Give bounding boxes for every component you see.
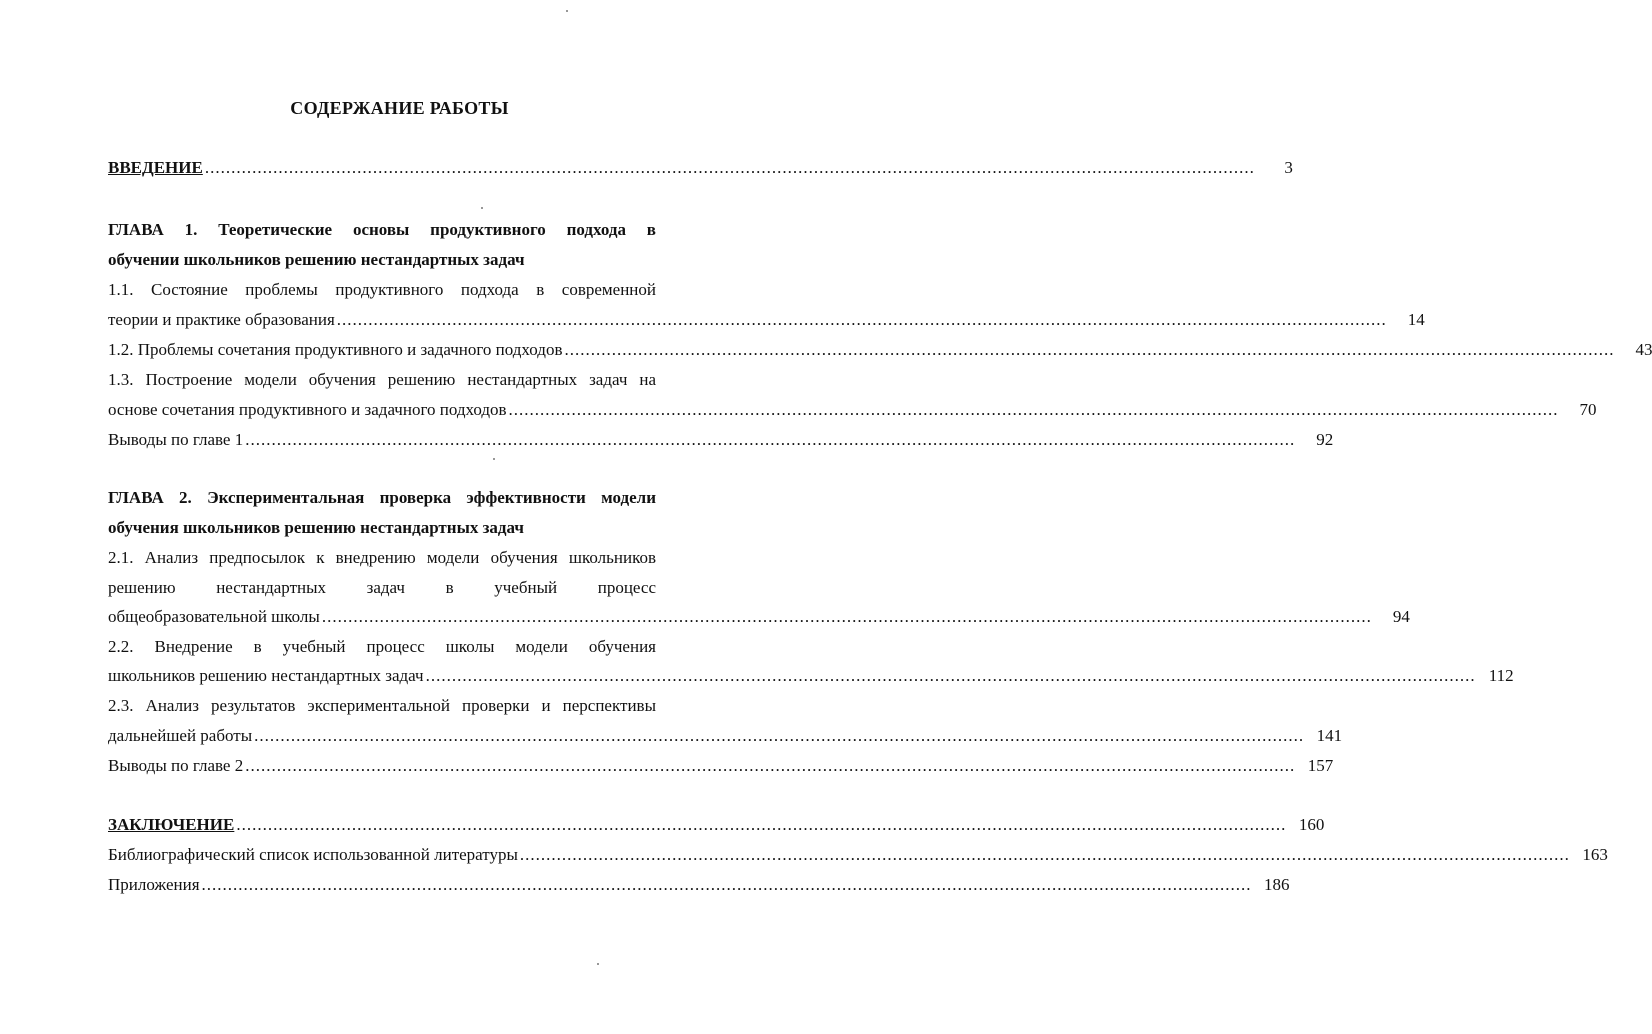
toc-entry-1-3: [108, 400, 1597, 430]
chapter-2-heading: ГЛАВА 2. Экспериментальная проверка эффективности модели: [108, 488, 656, 507]
toc-entry-label: ЗАКЛЮЧЕНИЕ: [108, 815, 235, 834]
toc-entry-label: Выводы по главе 1: [108, 430, 244, 449]
scan-speck: [597, 963, 599, 965]
toc-entry-page: 94: [1392, 607, 1410, 626]
toc-entry-1-3-line1: 1.3. Построение модели обучения решению нестандартных задач на: [108, 370, 656, 389]
toc-entry-label: Приложения: [108, 875, 200, 894]
toc-entry-page: 112: [1488, 666, 1514, 685]
toc-entry-2-1-line1: 2.1. Анализ предпосылок к внедрению модели обучения школьников: [108, 548, 656, 567]
toc-entry-2-2: [108, 666, 1514, 696]
toc-entry-label: основе сочетания продуктивного и задачного подходов: [108, 400, 507, 419]
toc-entry-2-3: [108, 726, 1343, 756]
toc-entry-page: 92: [1316, 430, 1334, 449]
toc-entry-2-1: [108, 607, 1410, 637]
dot-leader: ........................................................................................................................................................................................................: [236, 815, 1287, 834]
toc-entry-page: 163: [1582, 845, 1608, 864]
toc-entry-page: 141: [1316, 726, 1343, 745]
toc-entry-page: 14: [1407, 310, 1425, 329]
scan-speck: [566, 10, 568, 12]
toc-entry-bibliography: [108, 845, 1608, 875]
toc-entry-page: 70: [1579, 400, 1597, 419]
toc-entry-page: 3: [1284, 158, 1293, 177]
dot-leader: ........................................................................................................................................................................................................: [425, 666, 1476, 685]
toc-entry-label: теории и практике образования: [108, 310, 335, 329]
toc-entry-1-conclusions: [108, 430, 1334, 460]
chapter-1-heading: ГЛАВА 1. Теоретические основы продуктивного подхода в: [108, 220, 656, 239]
toc-entry-page: 43: [1635, 340, 1652, 359]
toc-entry-1-1-line1: 1.1. Состояние проблемы продуктивного подхода в современной: [108, 280, 656, 299]
toc-entry-1-1: [108, 310, 1425, 340]
chapter-1-heading-cont: обучении школьников решению нестандартных задач: [108, 250, 525, 269]
toc-entry-2-2-line1: 2.2. Внедрение в учебный процесс школы модели обучения: [108, 637, 656, 656]
toc-entry-label: общеобразовательной школы: [108, 607, 320, 626]
toc-entry-page: 160: [1298, 815, 1325, 834]
dot-leader: ........................................................................................................................................................................................................: [508, 400, 1559, 419]
dot-leader: ........................................................................................................................................................................................................: [321, 607, 1372, 626]
toc-entry-2-conclusions: [108, 756, 1334, 786]
toc-entry-label: дальнейшей работы: [108, 726, 253, 745]
toc-entry-conclusion: [108, 815, 1325, 845]
toc-entry-page: 157: [1307, 756, 1334, 775]
dot-leader: ........................................................................................................................................................................................................: [204, 158, 1255, 177]
page-title: СОДЕРЖАНИЕ РАБОТЫ: [290, 98, 509, 118]
toc-entry-label: ВВЕДЕНИЕ: [108, 158, 203, 177]
dot-leader: ........................................................................................................................................................................................................: [519, 845, 1570, 864]
scan-speck: [481, 207, 483, 209]
dot-leader: ........................................................................................................................................................................................................: [245, 756, 1296, 775]
dot-leader: ........................................................................................................................................................................................................: [564, 340, 1615, 359]
toc-entry-intro: [108, 158, 1293, 188]
toc-entry-label: Выводы по главе 2: [108, 756, 244, 775]
toc-entry-2-3-line1: 2.3. Анализ результатов экспериментальной проверки и перспективы: [108, 696, 656, 715]
dot-leader: ........................................................................................................................................................................................................: [254, 726, 1305, 745]
dot-leader: ........................................................................................................................................................................................................: [201, 875, 1252, 894]
toc-entry-page: 186: [1264, 875, 1290, 894]
dot-leader: ........................................................................................................................................................................................................: [245, 430, 1296, 449]
toc-entry-2-1-line2: решению нестандартных задач в учебный процесс: [108, 578, 656, 597]
toc-entry-label: 1.2. Проблемы сочетания продуктивного и задачного подходов: [108, 340, 563, 359]
toc-entry-label: школьников решению нестандартных задач: [108, 666, 424, 685]
dot-leader: ........................................................................................................................................................................................................: [336, 310, 1387, 329]
scan-speck: [493, 458, 495, 460]
toc-entry-label: Библиографический список использованной литературы: [108, 845, 518, 864]
toc-entry-1-2: [108, 340, 1652, 370]
chapter-2-heading-cont: обучения школьников решению нестандартных задач: [108, 518, 524, 537]
toc-entry-appendix: [108, 875, 1290, 905]
